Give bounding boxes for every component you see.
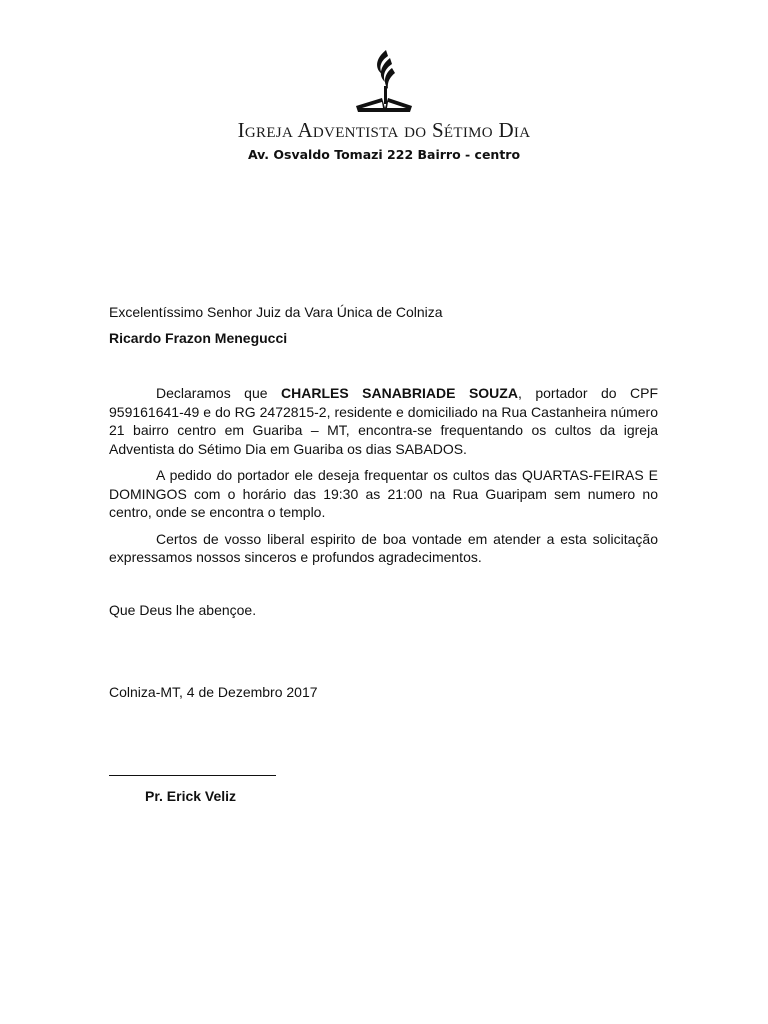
recipient-title: Excelentíssimo Senhor Juiz da Vara Única de Colniza — [109, 304, 443, 320]
p1-text-start: Declaramos que — [156, 385, 281, 401]
paragraph-3: Certos de vosso liberal espirito de boa vontade em atender a esta solicitação expressamos nossos sinceros e profundos agradecimentos. — [109, 530, 658, 565]
place-date: Colniza-MT, 4 de Dezembro 2017 — [109, 684, 318, 700]
signature-line — [109, 775, 276, 776]
church-address: Av. Osvaldo Tomazi 222 Bairro - centro — [247, 147, 521, 162]
signer-name: Pr. Erick Veliz — [145, 788, 237, 804]
letter-body — [109, 384, 658, 567]
letterhead — [0, 46, 768, 162]
recipient-name: Ricardo Frazon Menegucci — [109, 330, 288, 346]
paragraph-2: A pedido do portador ele deseja frequentar os cultos das QUARTAS-FEIRAS E DOMINGOS com o horário das 19:30 as 21:00 na Rua Guaripam sem numero no centro, onde se encontra o templo. — [109, 467, 658, 520]
paragraph-1 — [109, 384, 658, 458]
church-name: Igreja Adventista do Sétimo Dia — [237, 118, 531, 142]
closing-blessing: Que Deus lhe abençoe. — [109, 602, 257, 618]
declared-person-name: CHARLES SANABRIADE SOUZA — [281, 385, 518, 401]
adventist-flame-bible-logo-icon — [352, 46, 416, 116]
p1-text-end: , portador do CPF 959161641-49 e do RG 2472815-2, residente e domiciliado na Rua Castanheira número 21 bairro centro em Guariba – MT, encontra-se frequentando os cultos da igreja Adventista do Sétimo Dia em Guariba os dias SABADOS. — [109, 385, 658, 457]
